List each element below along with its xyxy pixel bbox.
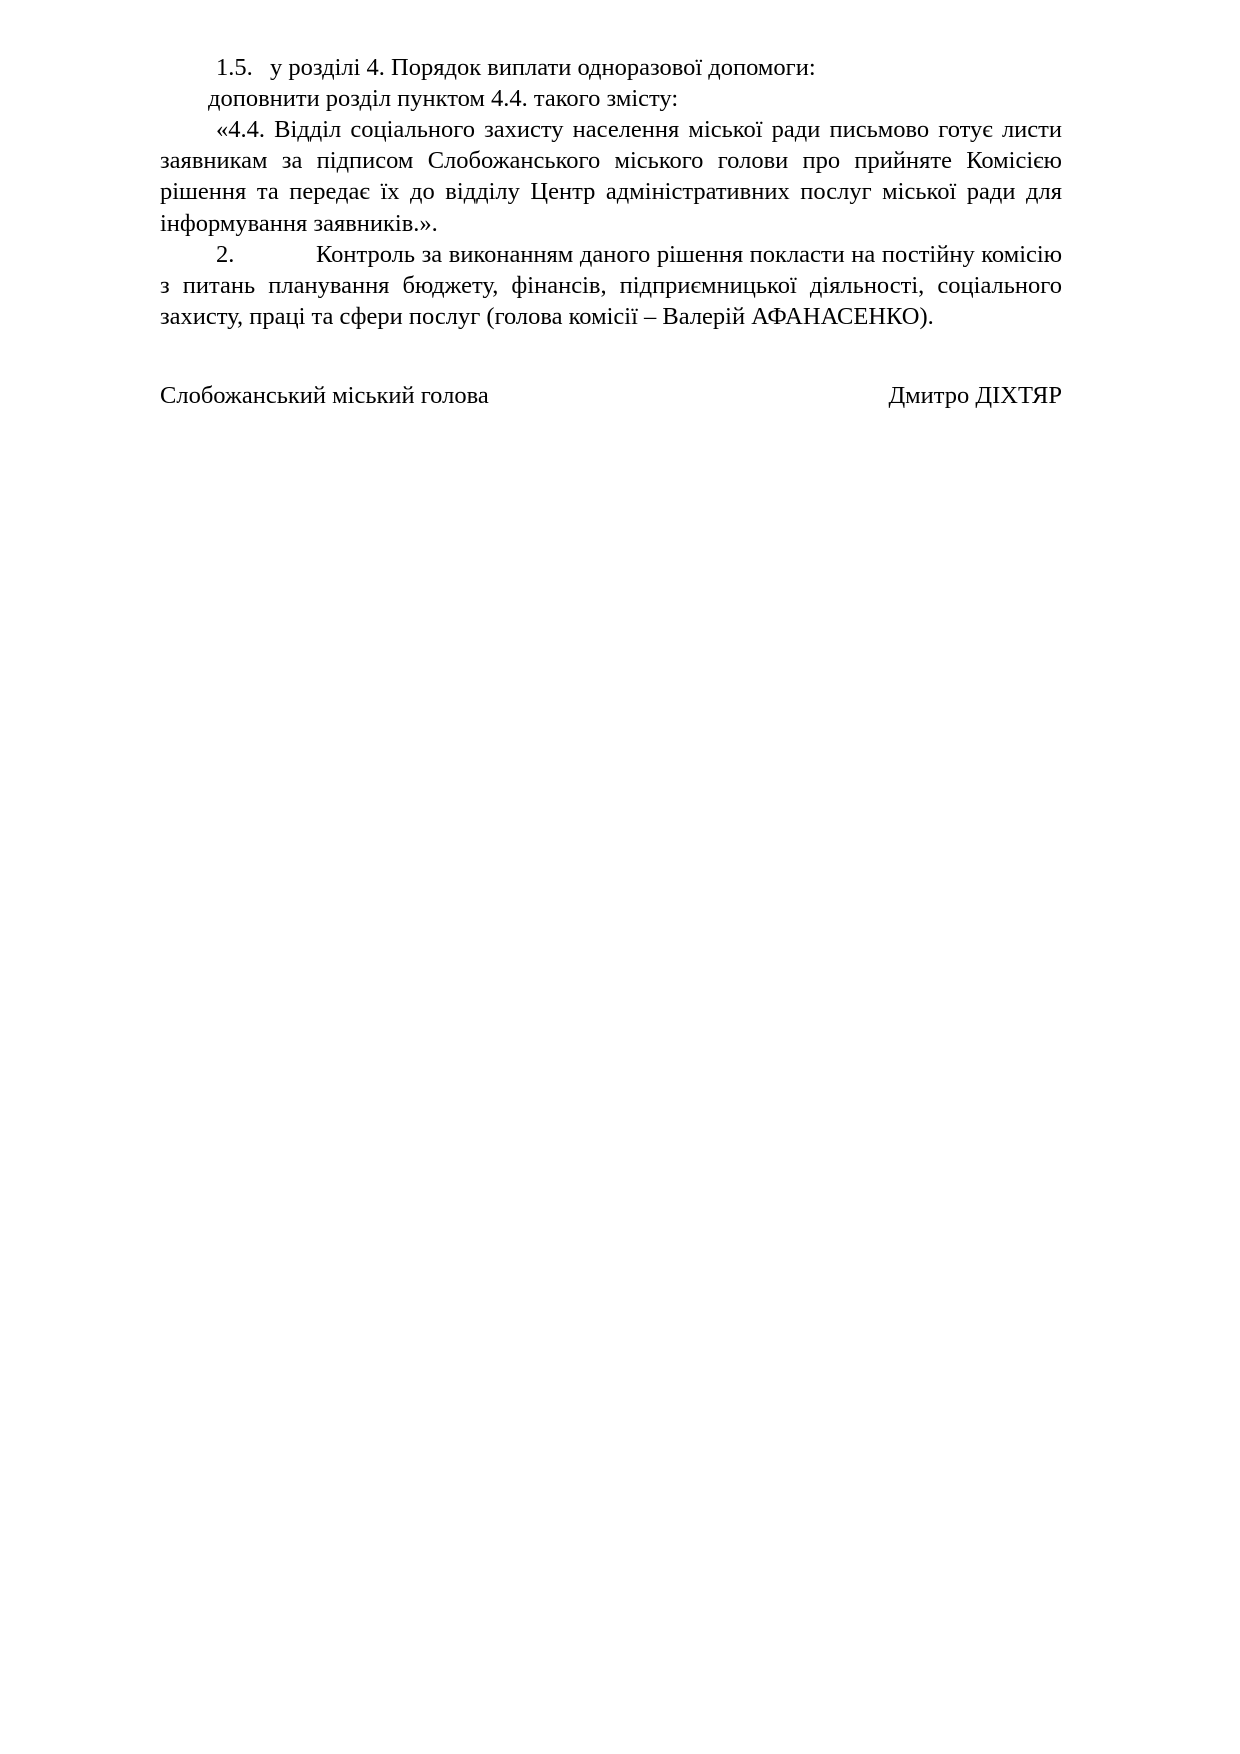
clause-1-5 (160, 52, 1062, 83)
signatory-name: Дмитро ДІХТЯР (888, 382, 1062, 409)
clause-2 (160, 239, 1062, 332)
signature-block (160, 382, 1062, 410)
clause-1-5-number: 1.5. (216, 54, 253, 81)
clause-4-4-quote: «4.4. Відділ соціального захисту населення міської ради письмово готує листи заявникам за підписом Слобожанського міського голови про прийняте Комісією рішення та передає їх до відділу Центр адміністративних послуг міської ради для інформування заявників.». (160, 116, 1062, 237)
clause-2-number: 2. (216, 240, 235, 268)
clause-1-5-subline: доповнити розділ пунктом 4.4. такого змісту: (208, 85, 679, 113)
document-body (160, 52, 1062, 332)
signatory-position: Слобожанський міський голова (160, 382, 489, 409)
clause-2-text: Контроль за виконанням даного рішення покласти на постійну комісію з питань планування бюджету, фінансів, підприємницької діяльності, соціального захисту, праці та сфери послуг (голова комісії – Валерій АФАНАСЕНКО). (160, 240, 1062, 330)
clause-1-5-text: у розділі 4. Порядок виплати одноразової допомоги: (270, 54, 816, 81)
